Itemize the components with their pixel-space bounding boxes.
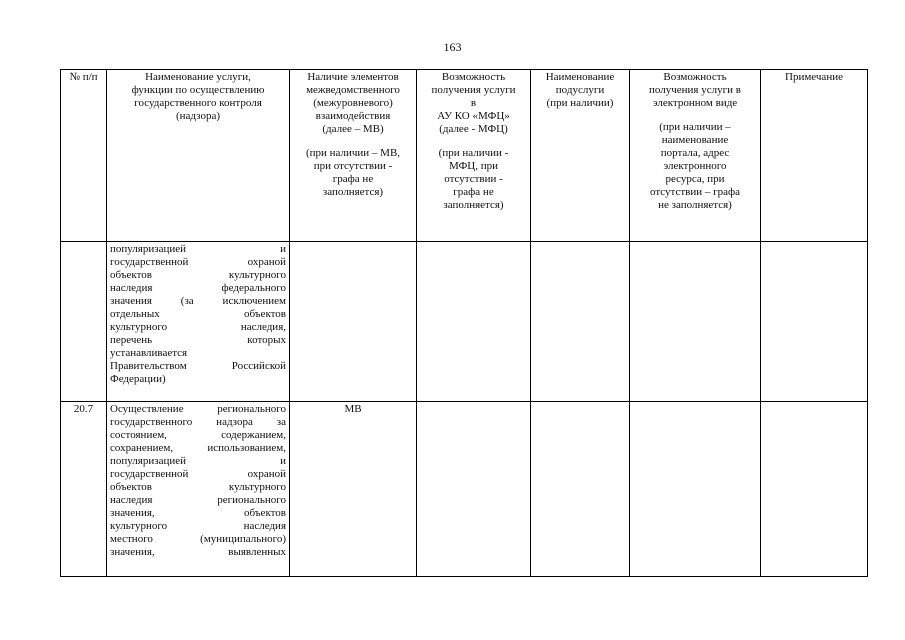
row-service-name: популяризацией и государственной охраной объектов культурного наследия федерального значения (за исключением отдельных объектов культурного наследия, перечень которых устанавливается Правительством Российской Федерации) — [107, 242, 290, 402]
header-num: № п/п — [61, 70, 107, 242]
table-row — [61, 402, 868, 577]
row-electronic — [630, 242, 761, 402]
row-electronic — [630, 402, 761, 577]
services-table — [60, 69, 868, 577]
header-row — [61, 70, 868, 242]
row-subservice — [531, 242, 630, 402]
row-mfc — [417, 242, 531, 402]
header-mfc: Возможность получения услуги в АУ КО «МФЦ» (далее - МФЦ) (при наличии - МФЦ, при отсутствии - графа не заполняется) — [417, 70, 531, 242]
header-mv: Наличие элементов межведомственного (межуровневого) взаимодействия (далее – МВ) (при наличии – МВ, при отсутствии - графа не заполняется) — [290, 70, 417, 242]
header-service-name: Наименование услуги, функции по осуществлению государственного контроля (надзора) — [107, 70, 290, 242]
table-row — [61, 242, 868, 402]
row-note — [761, 402, 868, 577]
row-mfc — [417, 402, 531, 577]
row-mv: МВ — [290, 402, 417, 577]
header-subservice: Наименование подуслуги (при наличии) — [531, 70, 630, 242]
header-note: Примечание — [761, 70, 868, 242]
page-number: 163 — [443, 40, 462, 54]
row-num — [61, 242, 107, 402]
row-subservice — [531, 402, 630, 577]
row-num: 20.7 — [61, 402, 107, 577]
row-service-name: Осуществление регионального государственного надзора за состоянием, содержанием, сохранением, использованием, популяризацией и государственной охраной объектов культурного наследия регионального значения, объектов культурного наследия местного (муниципального) значения, выявленных — [107, 402, 290, 577]
header-electronic: Возможность получения услуги в электронном виде (при наличии – наименование портала, адрес электронного ресурса, при отсутствии – графа не заполняется) — [630, 70, 761, 242]
row-mv — [290, 242, 417, 402]
row-note — [761, 242, 868, 402]
